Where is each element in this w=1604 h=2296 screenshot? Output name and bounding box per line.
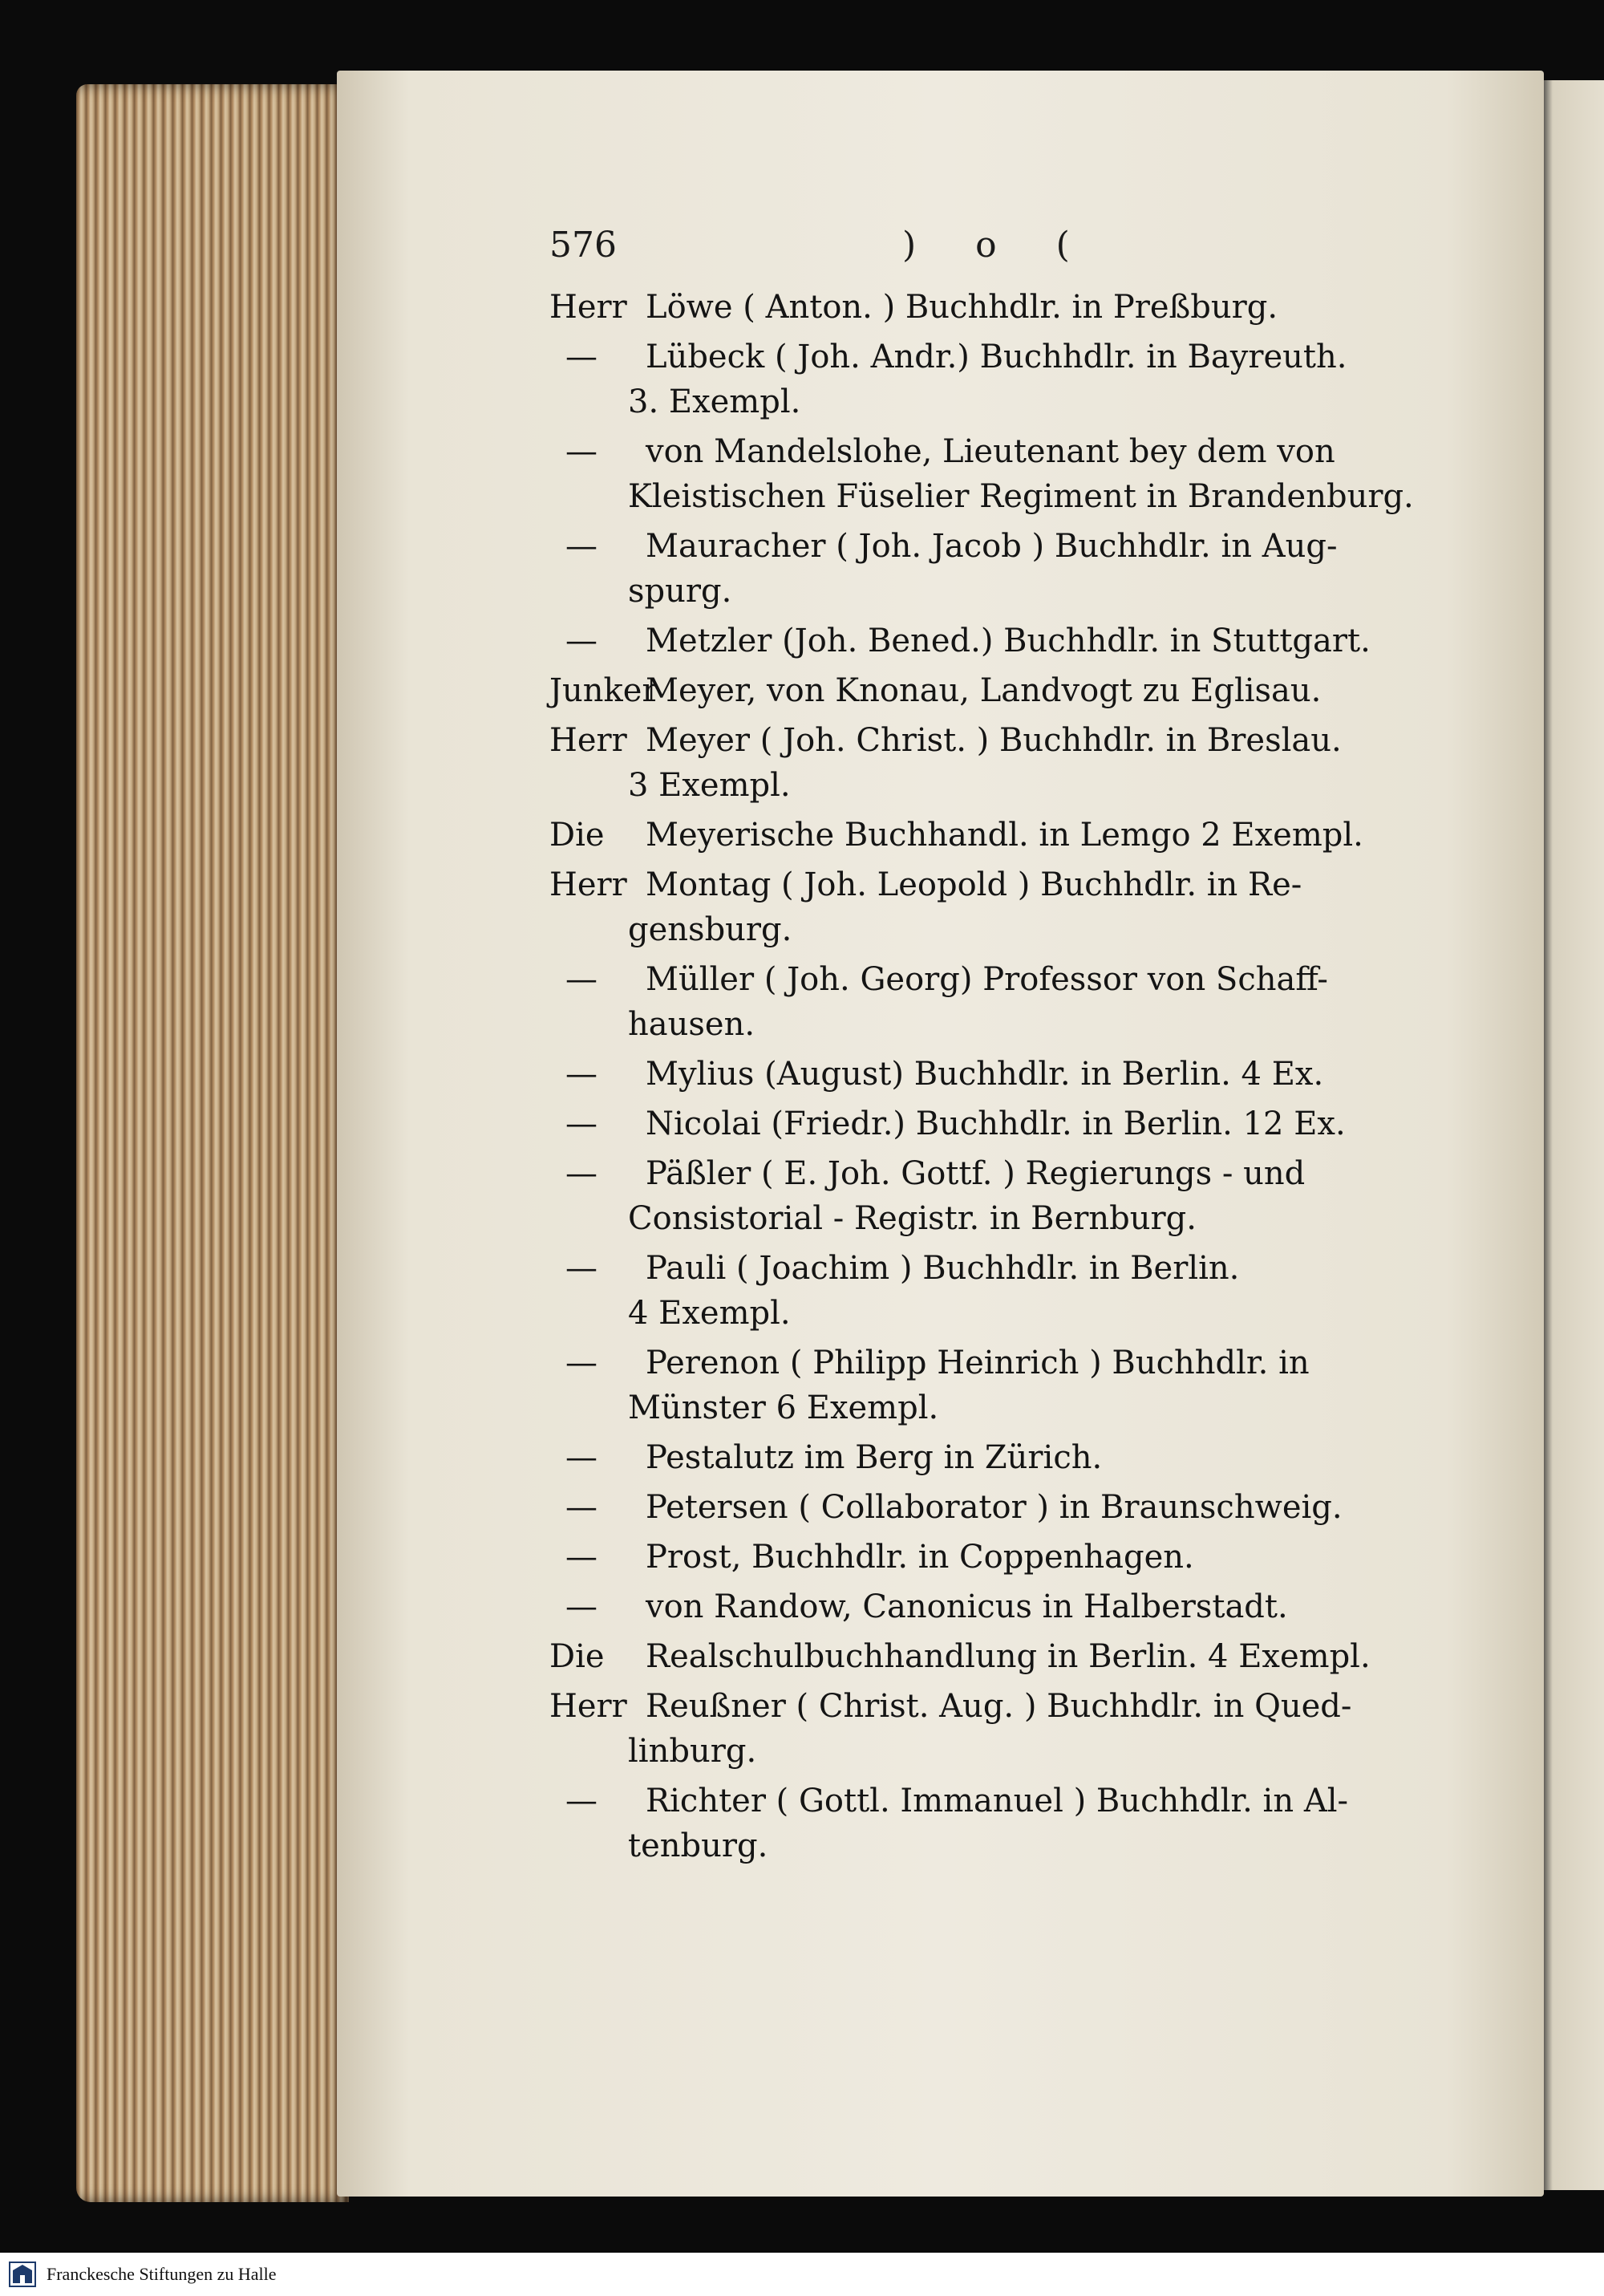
entry-lead: —: [565, 1539, 597, 1576]
book-fore-edge: [76, 84, 349, 2202]
running-head: [549, 225, 1432, 281]
entry-lead: Junker: [549, 672, 658, 709]
entry-continuation: spurg.: [628, 573, 732, 610]
entry-lead: Die: [549, 817, 605, 854]
entry-continuation: Münster 6 Exempl.: [628, 1389, 939, 1426]
list-item: [549, 668, 1432, 713]
stiftungen-logo-icon: [6, 2259, 38, 2291]
entry-text: Lübeck ( Joh. Andr.) Buchhdlr. in Bayreuth.: [646, 339, 1347, 375]
list-item: [549, 524, 1432, 614]
footer-bar: [0, 2253, 1604, 2296]
entry-lead: —: [565, 1105, 597, 1142]
entry-continuation: 3. Exempl.: [628, 383, 801, 420]
entry-text: Nicolai (Friedr.) Buchhdlr. in Berlin. 12 Ex.: [646, 1105, 1346, 1142]
entry-text: Müller ( Joh. Georg) Professor von Schaff-: [646, 961, 1328, 998]
list-item: [549, 1151, 1432, 1241]
header-ornament: ) o (: [902, 225, 1094, 266]
entry-text: Perenon ( Philipp Heinrich ) Buchhdlr. in: [646, 1345, 1310, 1381]
entry-lead: —: [565, 1250, 597, 1287]
footer-label: Franckesche Stiftungen zu Halle: [47, 2264, 277, 2284]
entry-continuation: Kleistischen Füselier Regiment in Brandenburg.: [628, 478, 1414, 515]
list-item: [549, 718, 1432, 808]
entry-text: Metzler (Joh. Bened.) Buchhdlr. in Stuttgart.: [646, 623, 1371, 659]
entry-lead: —: [565, 1439, 597, 1476]
list-item: [549, 1341, 1432, 1430]
entry-lead: Herr: [549, 722, 627, 759]
list-item: [549, 1485, 1432, 1530]
entry-continuation: tenburg.: [628, 1827, 768, 1864]
entry-text: Meyer, von Knonau, Landvogt zu Eglisau.: [646, 672, 1322, 709]
entry-lead: —: [565, 1588, 597, 1625]
list-item: [549, 813, 1432, 858]
entry-text: Pestalutz im Berg in Zürich.: [646, 1439, 1103, 1476]
list-item: [549, 1684, 1432, 1774]
entry-lead: Herr: [549, 1688, 627, 1725]
facing-page-edge: [1540, 80, 1604, 2190]
entry-text: Löwe ( Anton. ) Buchhdlr. in Preßburg.: [646, 289, 1278, 326]
entry-lead: —: [565, 1056, 597, 1093]
entry-lead: —: [565, 1155, 597, 1192]
list-item: [549, 1435, 1432, 1480]
entry-text: Meyerische Buchhandl. in Lemgo 2 Exempl.: [646, 817, 1363, 854]
entry-continuation: linburg.: [628, 1733, 757, 1770]
entry-lead: —: [565, 1489, 597, 1526]
list-item: [549, 1634, 1432, 1679]
entry-lead: Die: [549, 1638, 605, 1675]
entry-text: Prost, Buchhdlr. in Coppenhagen.: [646, 1539, 1194, 1576]
list-item: [549, 1779, 1432, 1868]
entry-text: Montag ( Joh. Leopold ) Buchhdlr. in Re-: [646, 866, 1302, 903]
entry-lead: —: [565, 1783, 597, 1819]
entry-text: von Mandelslohe, Lieutenant bey dem von: [646, 433, 1335, 470]
entry-text: Petersen ( Collaborator ) in Braunschweig.: [646, 1489, 1343, 1526]
list-item: [549, 285, 1432, 330]
entry-continuation: hausen.: [628, 1006, 755, 1043]
entry-continuation: gensburg.: [628, 911, 792, 948]
entry-lead: —: [565, 623, 597, 659]
entry-text: Meyer ( Joh. Christ. ) Buchhdlr. in Breslau.: [646, 722, 1342, 759]
subscriber-list: [549, 285, 1432, 1873]
entry-text: Richter ( Gottl. Immanuel ) Buchhdlr. in Al-: [646, 1783, 1349, 1819]
entry-continuation: 4 Exempl.: [628, 1295, 791, 1332]
list-item: [549, 1052, 1432, 1097]
entry-lead: Herr: [549, 289, 627, 326]
list-item: [549, 862, 1432, 952]
entry-text: Reußner ( Christ. Aug. ) Buchhdlr. in Qued-: [646, 1688, 1352, 1725]
list-item: [549, 335, 1432, 424]
list-item: [549, 1101, 1432, 1146]
entry-text: Pauli ( Joachim ) Buchhdlr. in Berlin.: [646, 1250, 1240, 1287]
entry-text: Mylius (August) Buchhdlr. in Berlin. 4 Ex.: [646, 1056, 1324, 1093]
entry-lead: —: [565, 528, 597, 565]
list-item: [549, 1246, 1432, 1336]
entry-lead: Herr: [549, 866, 627, 903]
entry-lead: —: [565, 961, 597, 998]
entry-continuation: 3 Exempl.: [628, 767, 791, 804]
entry-lead: —: [565, 339, 597, 375]
list-item: [549, 619, 1432, 663]
list-item: [549, 1584, 1432, 1629]
entry-text: Päßler ( E. Joh. Gottf. ) Regierungs - und: [646, 1155, 1306, 1192]
entry-text: Realschulbuchhandlung in Berlin. 4 Exempl.: [646, 1638, 1371, 1675]
entry-lead: —: [565, 1345, 597, 1381]
list-item: [549, 957, 1432, 1047]
entry-lead: —: [565, 433, 597, 470]
entry-continuation: Consistorial - Registr. in Bernburg.: [628, 1200, 1197, 1237]
list-item: [549, 1535, 1432, 1580]
entry-text: Mauracher ( Joh. Jacob ) Buchhdlr. in Aug-: [646, 528, 1338, 565]
entry-text: von Randow, Canonicus in Halberstadt.: [646, 1588, 1288, 1625]
page-number: 576: [549, 225, 617, 266]
list-item: [549, 429, 1432, 519]
